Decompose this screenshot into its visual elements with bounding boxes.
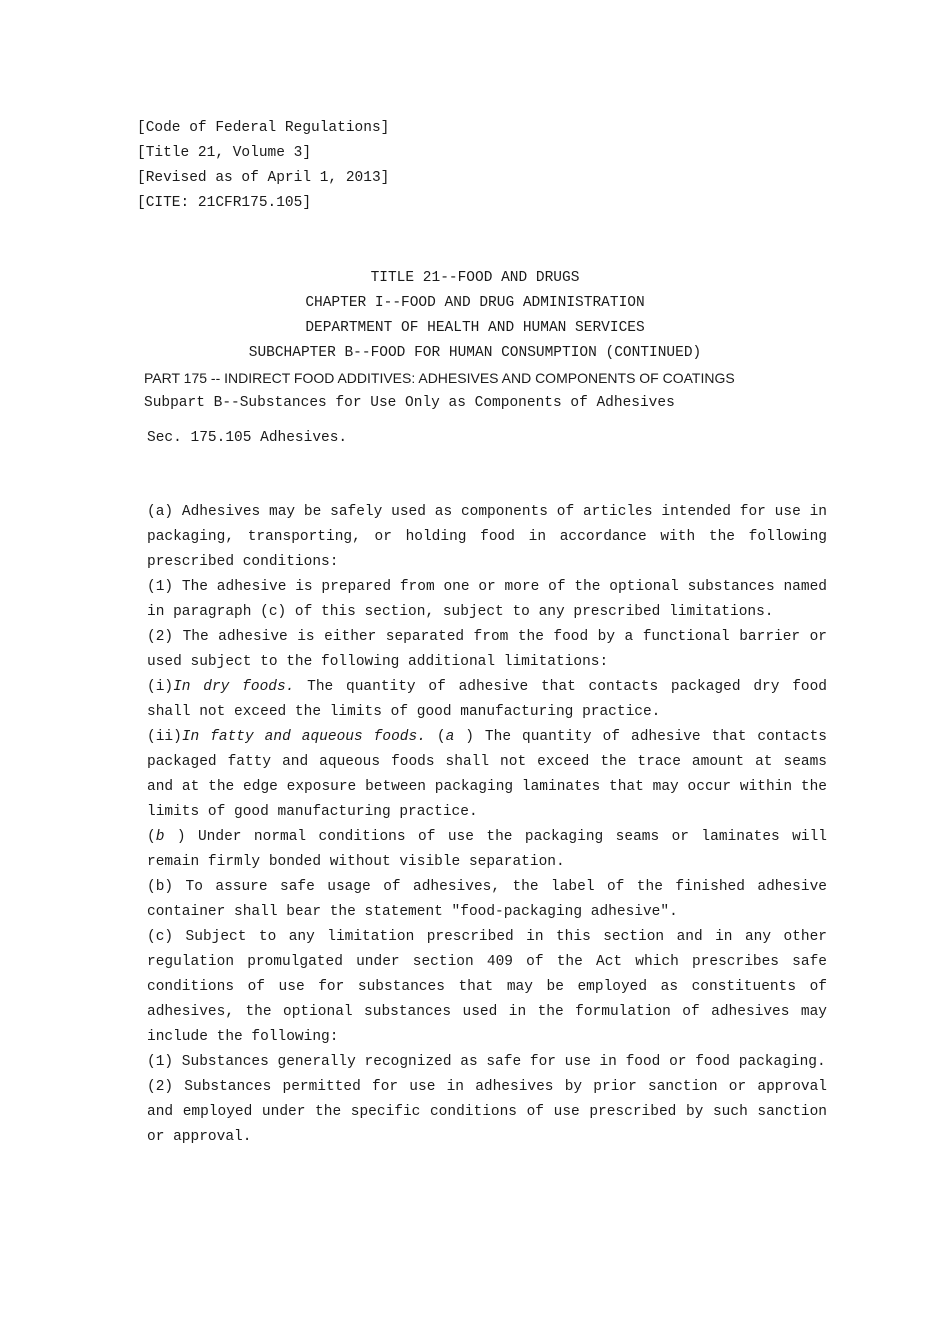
paragraph-a-2-ii-sub-a: a: [445, 729, 455, 745]
paragraph-a-2-ii-heading: In fatty and aqueous foods.: [181, 729, 426, 745]
paragraph-a-2-ii-text: ) The quantity of adhesive that contacts packaged fatty and aqueous foods shall not exceed the trace amount at seams and at the edge exposure between packaging laminates that may occur within the limits of good manufacturing practice.: [147, 729, 827, 820]
paragraph-c-2: (2) Substances permitted for use in adhesives by prior sanction or approval and employed under the specific conditions of use prescribed by such sanction or approval.: [147, 1079, 827, 1145]
paragraph-a-2-i-text: The quantity of adhesive that contacts packaged dry food shall not exceed the limits of good manufacturing practice.: [147, 679, 827, 720]
paragraph-a-2-ii-prefix: (ii): [147, 729, 182, 745]
paragraph-a-2-ii-b: [147, 825, 827, 875]
paragraph-a-2-ii-open: (: [425, 729, 446, 745]
paragraph-a-2-i-heading: In dry foods.: [173, 679, 295, 695]
heading-part: PART 175 -- INDIRECT FOOD ADDITIVES: ADHESIVES AND COMPONENTS OF COATINGS: [144, 370, 735, 386]
heading-subchapter: SUBCHAPTER B--FOOD FOR HUMAN CONSUMPTION (CONTINUED): [248, 345, 702, 361]
paragraph-a-2-ii-b-text: ) Under normal conditions of use the packaging seams or laminates will remain firmly bonded without visible separation.: [147, 829, 827, 870]
paragraph-a-2-i: [147, 675, 827, 725]
heading-title: TITLE 21--FOOD AND DRUGS: [370, 270, 580, 286]
heading-department: DEPARTMENT OF HEALTH AND HUMAN SERVICES: [305, 320, 645, 336]
paragraph-a-2-ii-b-open: (: [147, 829, 156, 845]
paragraph-a: (a) Adhesives may be safely used as components of articles intended for use in packaging, transporting, or holding food in accordance with the following prescribed conditions:: [147, 504, 827, 570]
header-line-code: [Code of Federal Regulations]: [137, 120, 390, 136]
regulation-body: [147, 500, 827, 1150]
section-title: Sec. 175.105 Adhesives.: [147, 430, 348, 446]
header-line-revised: [Revised as of April 1, 2013]: [137, 170, 390, 186]
header-line-title: [Title 21, Volume 3]: [137, 145, 312, 161]
paragraph-a-2-ii-sub-b: b: [155, 829, 165, 845]
paragraph-c: (c) Subject to any limitation prescribed in this section and in any other regulation promulgated under section 409 of the Act which prescribes safe conditions of use for substances that may be employed as constituents of adhesives, the optional substances used in the formulation of adhesives may include the following:: [147, 929, 827, 1045]
paragraph-b: (b) To assure safe usage of adhesives, the label of the finished adhesive container shall bear the statement "food-packaging adhesive".: [147, 879, 827, 920]
paragraph-a-2-i-prefix: (i): [147, 679, 174, 695]
paragraph-a-2-ii: [147, 725, 827, 825]
header-line-cite: [CITE: 21CFR175.105]: [137, 195, 312, 211]
heading-subpart: Subpart B--Substances for Use Only as Components of Adhesives: [144, 395, 675, 411]
heading-chapter: CHAPTER I--FOOD AND DRUG ADMINISTRATION: [305, 295, 645, 311]
paragraph-a-2: (2) The adhesive is either separated from the food by a functional barrier or used subject to the following additional limitations:: [147, 629, 827, 670]
paragraph-c-1: (1) Substances generally recognized as safe for use in food or food packaging.: [147, 1054, 826, 1070]
paragraph-a-1: (1) The adhesive is prepared from one or more of the optional substances named in paragraph (c) of this section, subject to any prescribed limitations.: [147, 579, 827, 620]
